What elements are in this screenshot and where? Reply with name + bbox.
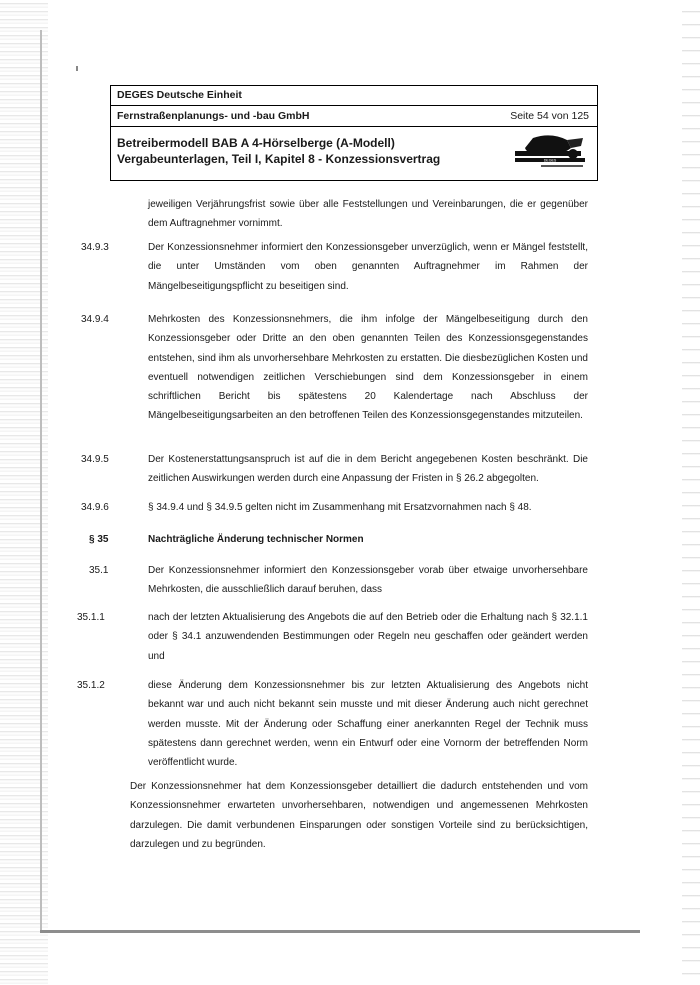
section-number: § 35 [89, 534, 109, 545]
section-title: Nachträgliche Änderung technischer Normen [148, 534, 364, 545]
header-title-line1: Betreibermodell BAB A 4-Hörselberge (A-Modell) [117, 136, 395, 150]
logo-wordmark: DEGES [543, 158, 557, 163]
page-number: Seite 54 von 125 [510, 110, 589, 122]
scan-edge-line [40, 30, 42, 930]
clause-text: § 34.9.4 und § 34.9.5 gelten nicht im Zusammenhang mit Ersatzvornahmen nach § 48. [148, 502, 532, 513]
document-header [110, 85, 598, 181]
clause-number: 34.9.5 [81, 454, 109, 465]
clause-number: 35.1 [89, 565, 109, 576]
header-org-line2: Fernstraßenplanungs- und -bau GmbH [117, 110, 310, 122]
clause-text: diese Änderung dem Konzessionsnehmer bis zur letzten Aktualisierung des Angebots nicht bekannt war und auch nicht bekannt sein musste und mit dieser Änderung auch nicht gerechnet werden musste. Mit der Änderung oder Schaffung einer anerkannten Regel der Technik muss spätestens dann gerechnet werden, wenn ein Entwurf oder eine Vornorm der betreffenden Norm veröffentlicht wurde. [148, 680, 588, 769]
deges-logo [511, 134, 589, 172]
clause-text: Mehrkosten des Konzessionsnehmers, die ihm infolge der Mängelbeseitigung durch den Konzessionsgeber oder Dritte an den oben genannten Teilen des Konzessionsgegenstandes entstehen, sind ihm als unvorhersehbare Mehrkosten zu erstatten. Die diesbezüglichen Kosten und eventuell notwendigen zeitlichen Verschiebungen sind dem Konzessionsgeber in einem schriftlichen Bericht bis spätestens 20 Kalendertage nach Abschluss der Mängelbeseitigungsarbeiten an den betroffenen Teilen des Konzessionsgegenstandes mitzuteilen. [148, 314, 588, 422]
header-org-row [111, 106, 597, 127]
clause-number: 35.1.1 [77, 612, 105, 623]
clause-number: 34.9.4 [81, 314, 109, 325]
clause-text: nach der letzten Aktualisierung des Angebots die auf den Betrieb oder die Erhaltung nach § 32.1.1 oder § 34.1 anzuwendenden Bestimmungen oder Regeln neu geschaffen oder geändert werden und [148, 612, 588, 662]
clause-number: 34.9.6 [81, 502, 109, 513]
scan-mark [76, 66, 78, 71]
header-title-row [111, 127, 597, 180]
scan-bottom-line [40, 930, 640, 933]
closing-paragraph: Der Konzessionsnehmer hat dem Konzessionsgeber detailliert die dadurch entstehenden und vom Konzessionsnehmer erwarteten unvorhersehbaren, notwendigen und angemessenen Mehrkosten darzulegen. Die damit verbundenen Einsparungen oder sonstigen Vorteile sind zu berücksichtigen, darzulegen und zu begründen. [130, 781, 588, 850]
clause-number: 34.9.3 [81, 242, 109, 253]
clause-text: Der Konzessionsnehmer informiert den Konzessionsgeber vorab über etwaige unvorhersehbare Mehrkosten, die ausschließlich darauf beruhen, dass [148, 565, 588, 596]
clause-number: 35.1.2 [77, 680, 105, 691]
intro-paragraph: jeweiligen Verjährungsfrist sowie über alle Feststellungen und Vereinbarungen, die er gegenüber dem Auftragnehmer vornimmt. [148, 199, 588, 230]
header-org-line1: DEGES Deutsche Einheit [111, 86, 597, 106]
header-title-line2: Vergabeunterlagen, Teil I, Kapitel 8 - Konzessionsvertrag [117, 152, 441, 166]
scan-edge-right [682, 0, 700, 985]
clause-text: Der Konzessionsnehmer informiert den Konzessionsgeber unverzüglich, wenn er Mängel feststellt, die unter Umständen vom oben genannten Auftragnehmer im Rahmen der Mängelbeseitigungspflicht zu beseitigen sind. [148, 242, 588, 292]
clause-text: Der Kostenerstattungsanspruch ist auf die in dem Bericht angegebenen Kosten beschränkt. Die zeitlichen Auswirkungen werden durch eine Anpassung der Fristen in § 26.2 abgegolten. [148, 454, 588, 485]
